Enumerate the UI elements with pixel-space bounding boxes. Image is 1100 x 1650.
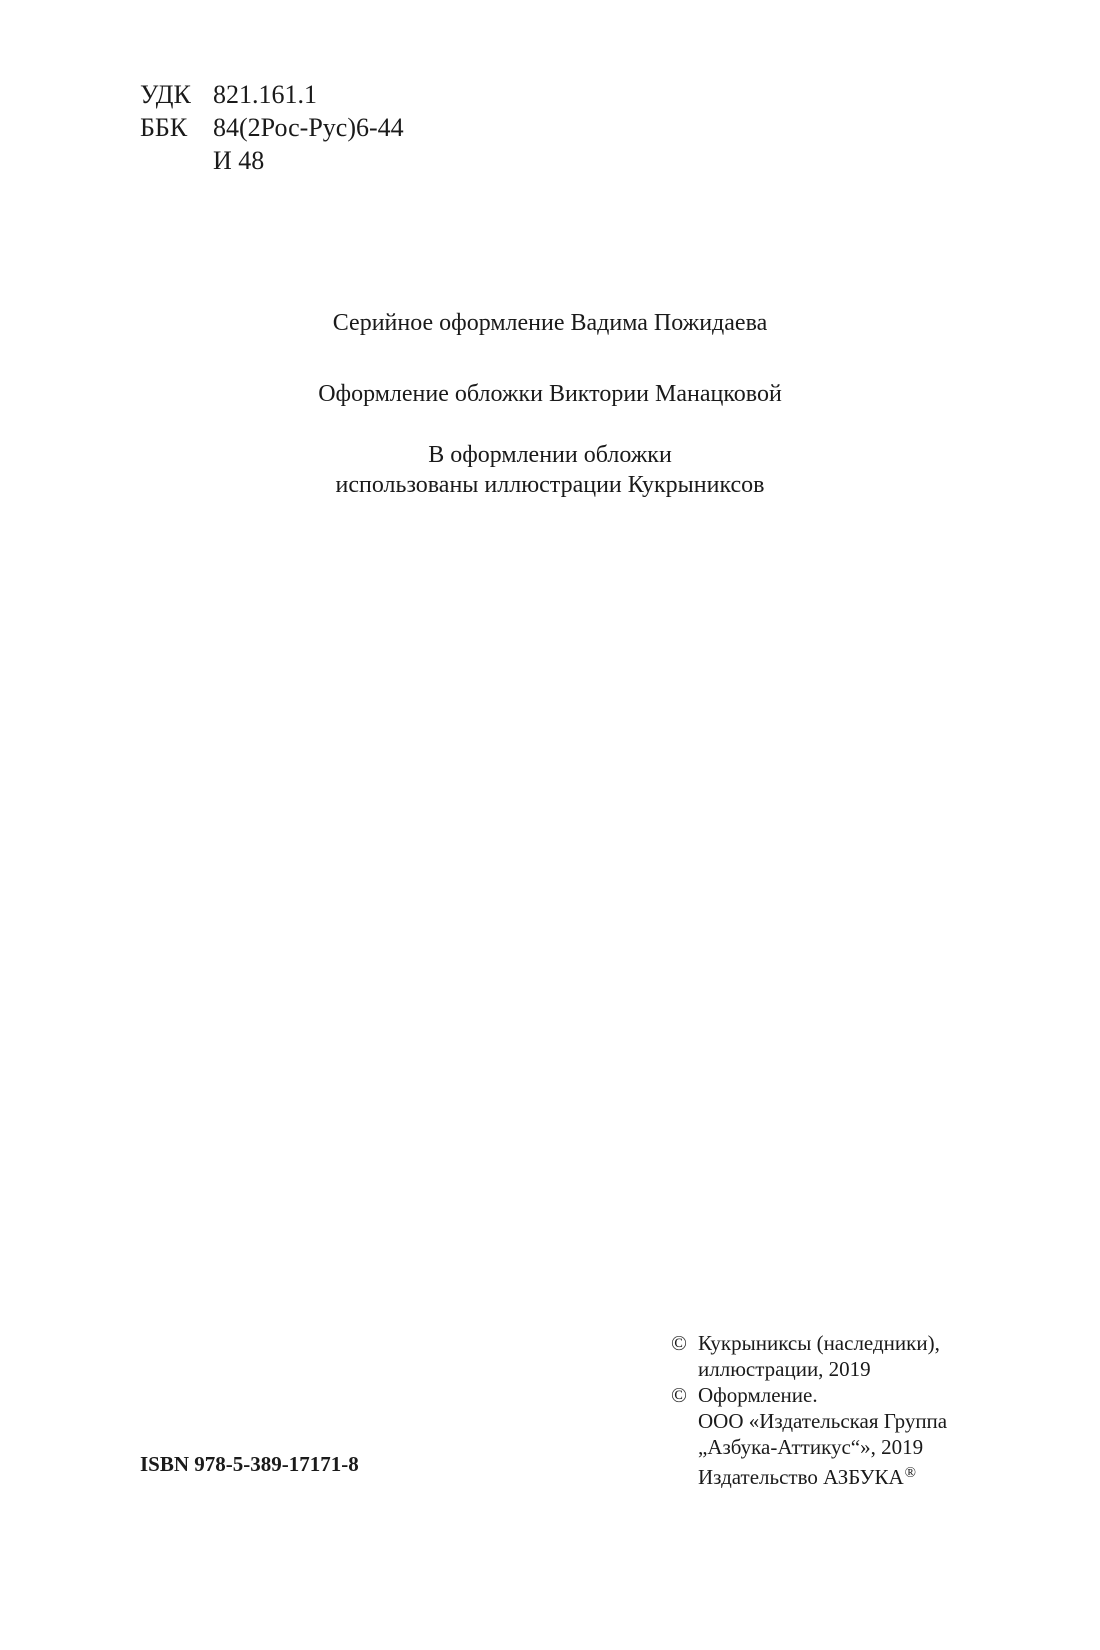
copyright-line: Оформление. (698, 1383, 818, 1407)
cover-illustrations-line-2: использованы иллюстрации Кукрыниксов (335, 472, 765, 498)
classification-block (140, 78, 404, 177)
cover-design-text: Оформление обложки Виктории Манацковой (318, 381, 782, 407)
bbk-value: 84(2Рос-Рус)6-44 (213, 113, 404, 142)
isbn: ISBN 978-5-389-17171-8 (140, 1452, 359, 1476)
udk-value: 821.161.1 (213, 80, 317, 109)
cover-design-credit (0, 379, 1100, 409)
bbk-row (140, 111, 404, 144)
publisher-name: Издательство АЗБУКА (698, 1465, 904, 1489)
udk-label: УДК (140, 80, 191, 109)
copyright-line-publisher (698, 1460, 947, 1490)
udk-row (140, 78, 404, 111)
bbk-label: ББК (140, 113, 188, 142)
copyright-entry-design (671, 1382, 947, 1490)
copyright-symbol: © (671, 1383, 687, 1407)
series-design-credit (0, 308, 1100, 338)
cover-illustrations-credit (0, 440, 1100, 500)
author-mark: И 48 (213, 146, 265, 175)
cover-illustrations-line-1: В оформлении обложки (428, 442, 672, 468)
copyright-block (671, 1330, 947, 1490)
registered-mark: ® (904, 1465, 917, 1481)
copyright-symbol: © (671, 1331, 687, 1355)
copyright-line: „Азбука-Аттикус“», 2019 (698, 1435, 924, 1459)
series-design-text: Серийное оформление Вадима Пожидаева (332, 310, 768, 336)
copyright-entry-illustrations (671, 1330, 947, 1382)
author-mark-row (140, 144, 404, 177)
copyright-line: иллюстрации, 2019 (698, 1357, 871, 1381)
copyright-line: ООО «Издательская Группа (698, 1409, 948, 1433)
copyright-line: Кукрыниксы (наследники), (698, 1331, 940, 1355)
